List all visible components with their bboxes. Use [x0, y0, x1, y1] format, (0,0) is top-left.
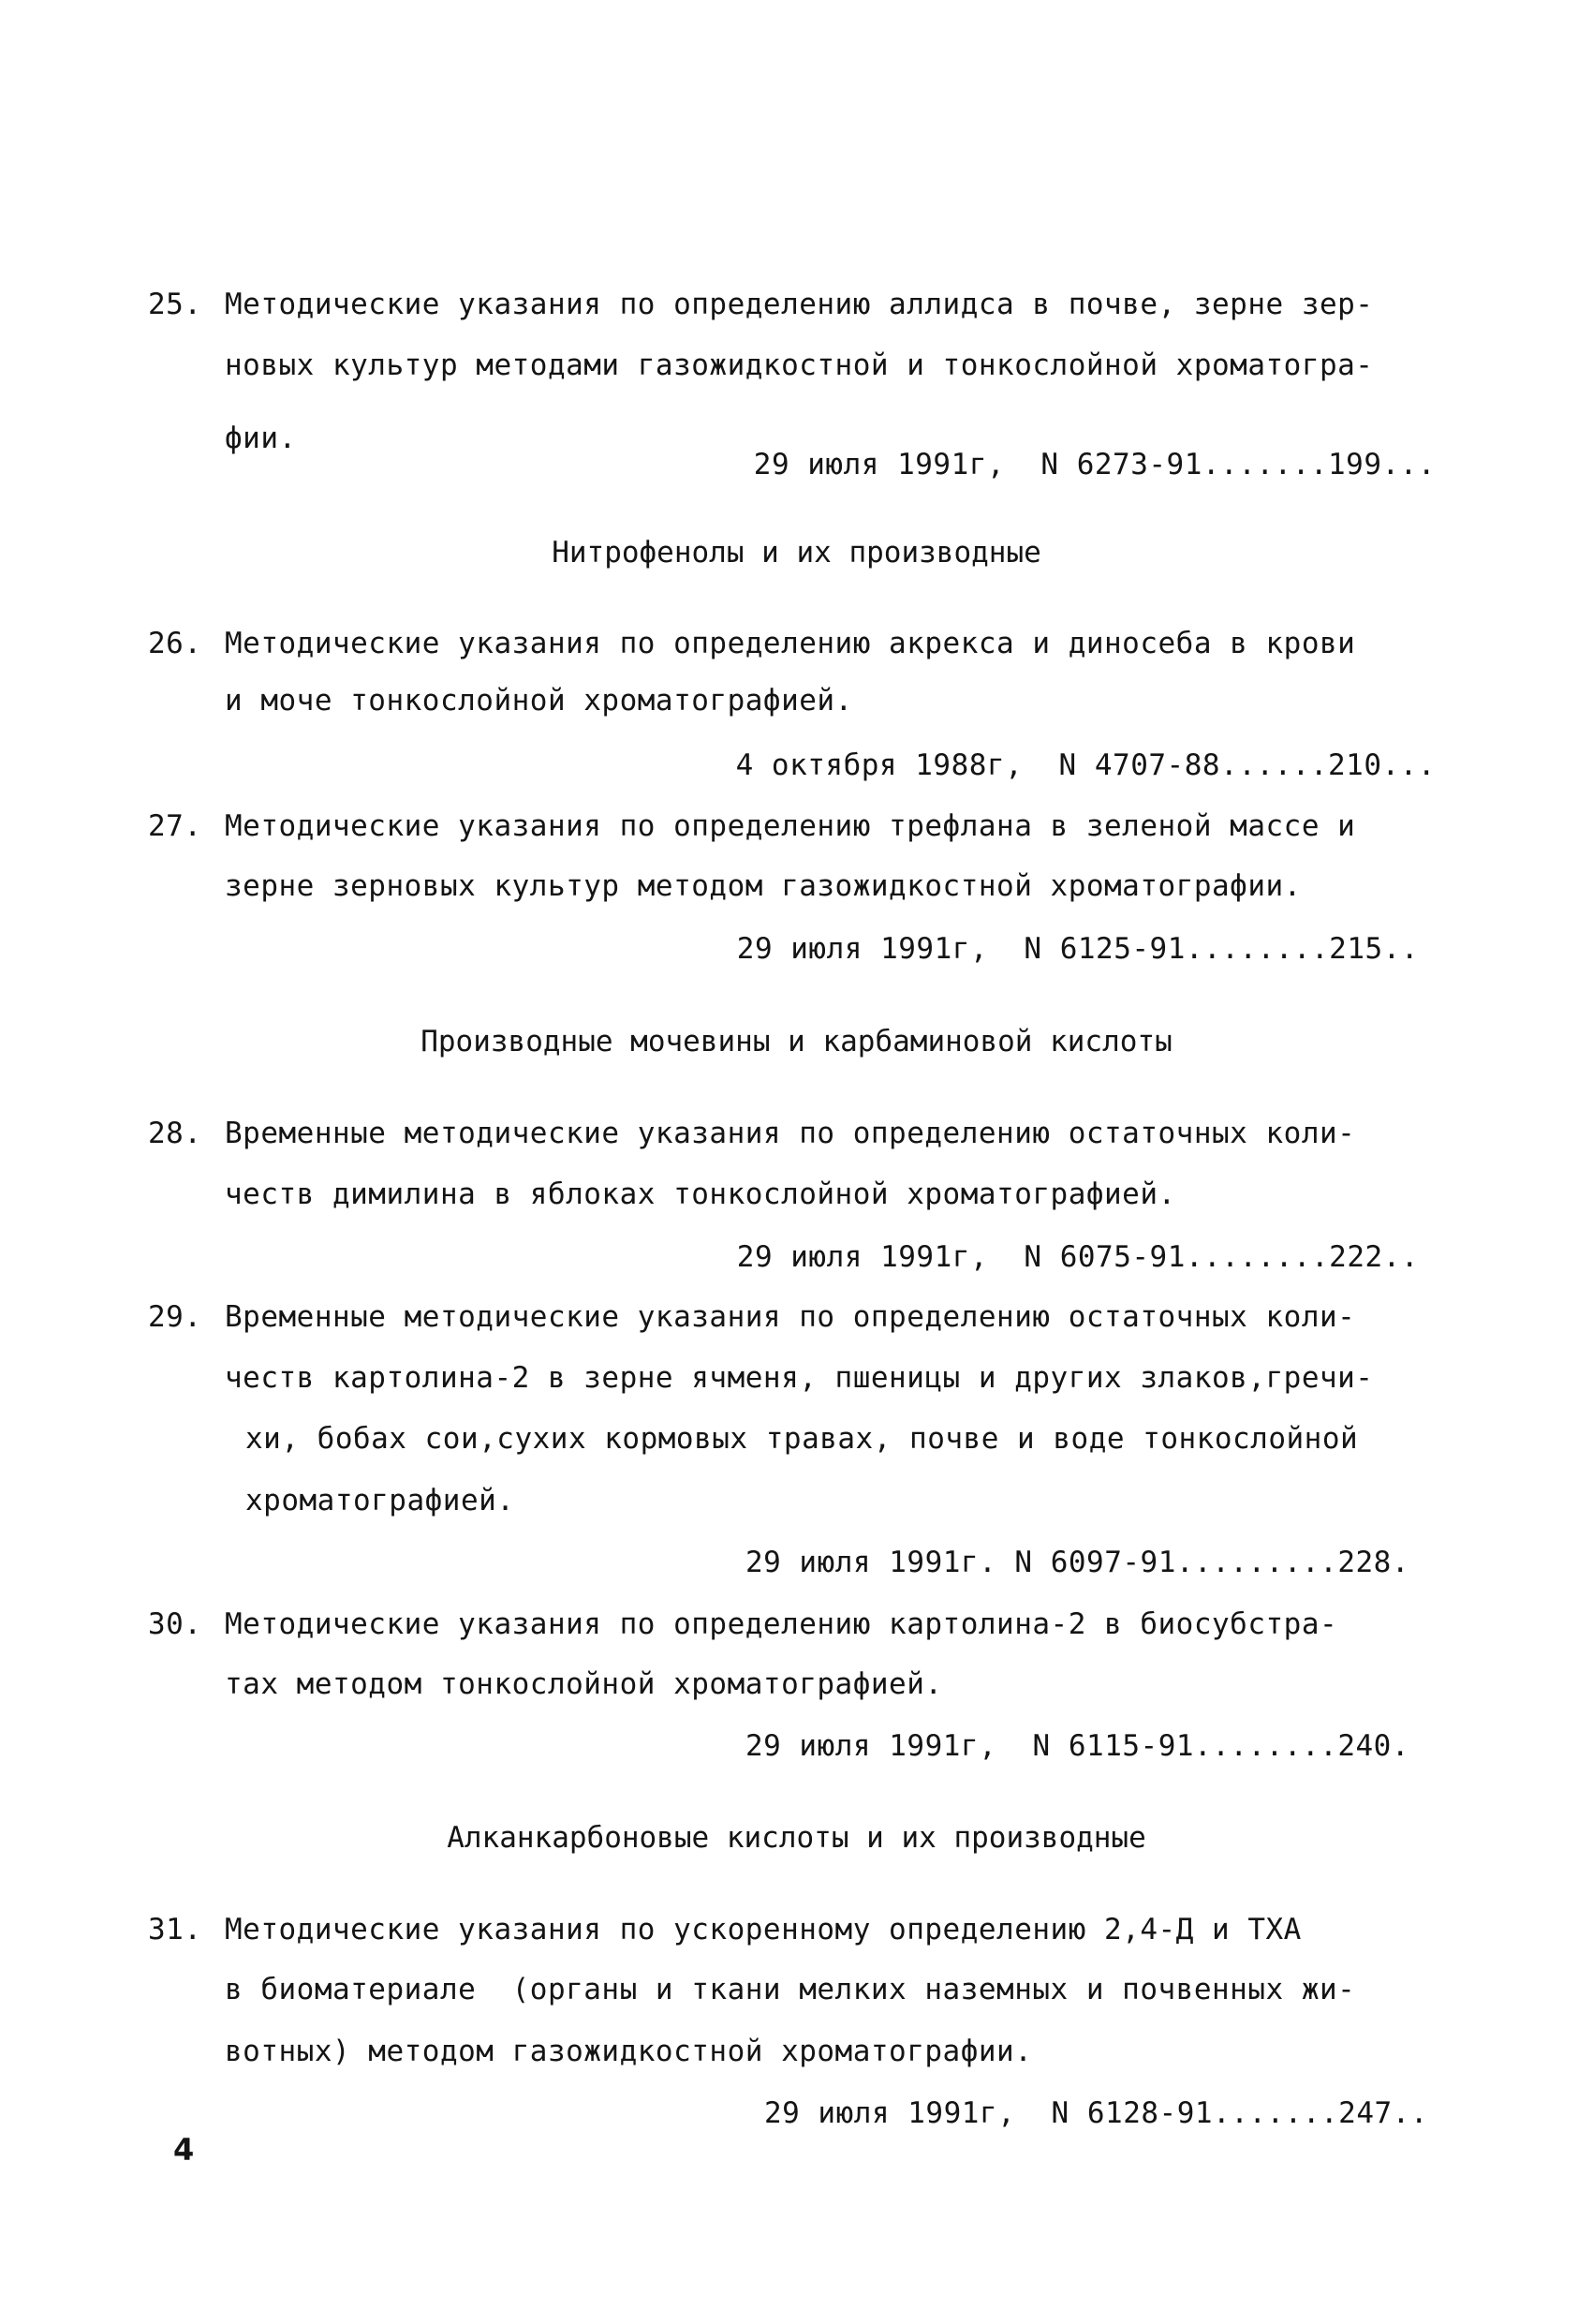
entry-number: 28. [148, 1117, 202, 1150]
entry-text-line: честв димилина в яблоках тонкослойной хроматографией. [225, 1177, 1176, 1211]
section-heading-urea: Производные мочевины и карбаминовой кислоты [420, 1025, 1173, 1058]
entry-text-line: Методические указания по ускоренному определению 2,4-Д и ТХА [225, 1913, 1302, 1947]
entry-text-line: зерне зерновых культур методом газожидкостной хроматографии. [225, 869, 1302, 903]
entry-reference: 29 июля 1991г. N 6097-91.........228. [745, 1546, 1409, 1579]
entry-text-line: Методические указания по определению картолина-2 в биосубстра- [225, 1607, 1338, 1641]
entry-text-line: тах методом тонкослойной хроматографией. [225, 1667, 943, 1701]
entry-reference: 29 июля 1991г, N 6115-91........240. [745, 1729, 1409, 1763]
entry-text-line: фии. [225, 422, 297, 455]
entry-text-line: новых культур методами газожидкостной и тонкослойной хроматогра- [225, 348, 1374, 382]
section-heading-nitrophenols: Нитрофенолы и их производные [552, 536, 1041, 570]
entry-number: 29. [148, 1300, 202, 1334]
page-number: 4 [173, 2132, 195, 2168]
entry-reference: 29 июля 1991г, N 6273-91.......199... [753, 448, 1436, 481]
entry-text-line: Временные методические указания по определению остаточных коли- [225, 1117, 1356, 1150]
entry-text-line: в биоматериале (органы и ткани мелких наземных и почвенных жи- [225, 1973, 1356, 2006]
entry-text-line: вотных) методом газожидкостной хроматографии. [225, 2035, 1033, 2068]
entry-reference: 29 июля 1991г, N 6128-91.......247.. [763, 2096, 1428, 2130]
entry-text-line: Методические указания по определению аллидса в почве, зерне зер- [225, 288, 1374, 321]
entry-number: 30. [148, 1607, 202, 1641]
entry-text-line: Методические указания по определению трефлана в зеленой массе и [225, 809, 1356, 843]
entry-text-line: Временные методические указания по определению остаточных коли- [225, 1300, 1356, 1334]
entry-reference: 4 октября 1988г, N 4707-88......210... [735, 748, 1436, 782]
entry-number: 27. [148, 809, 202, 843]
entry-text-line: хроматографией. [245, 1484, 515, 1517]
section-heading-alkane: Алканкарбоновые кислоты и их производные [447, 1821, 1146, 1855]
entry-reference: 29 июля 1991г, N 6075-91........222.. [736, 1240, 1419, 1274]
entry-text-line: хи, бобах сои,сухих кормовых травах, почве и воде тонкослойной [245, 1422, 1359, 1456]
entry-text-line: и моче тонкослойной хроматографией. [225, 684, 853, 718]
entry-text-line: Методические указания по определению акрекса и диносеба в крови [225, 627, 1356, 660]
entry-text-line: честв картолина-2 в зерне ячменя, пшеницы и других злаков,гречи- [225, 1361, 1374, 1395]
entry-reference: 29 июля 1991г, N 6125-91........215.. [736, 932, 1419, 966]
entry-number: 26. [148, 627, 202, 660]
entry-number: 25. [148, 288, 202, 321]
entry-number: 31. [148, 1913, 202, 1947]
